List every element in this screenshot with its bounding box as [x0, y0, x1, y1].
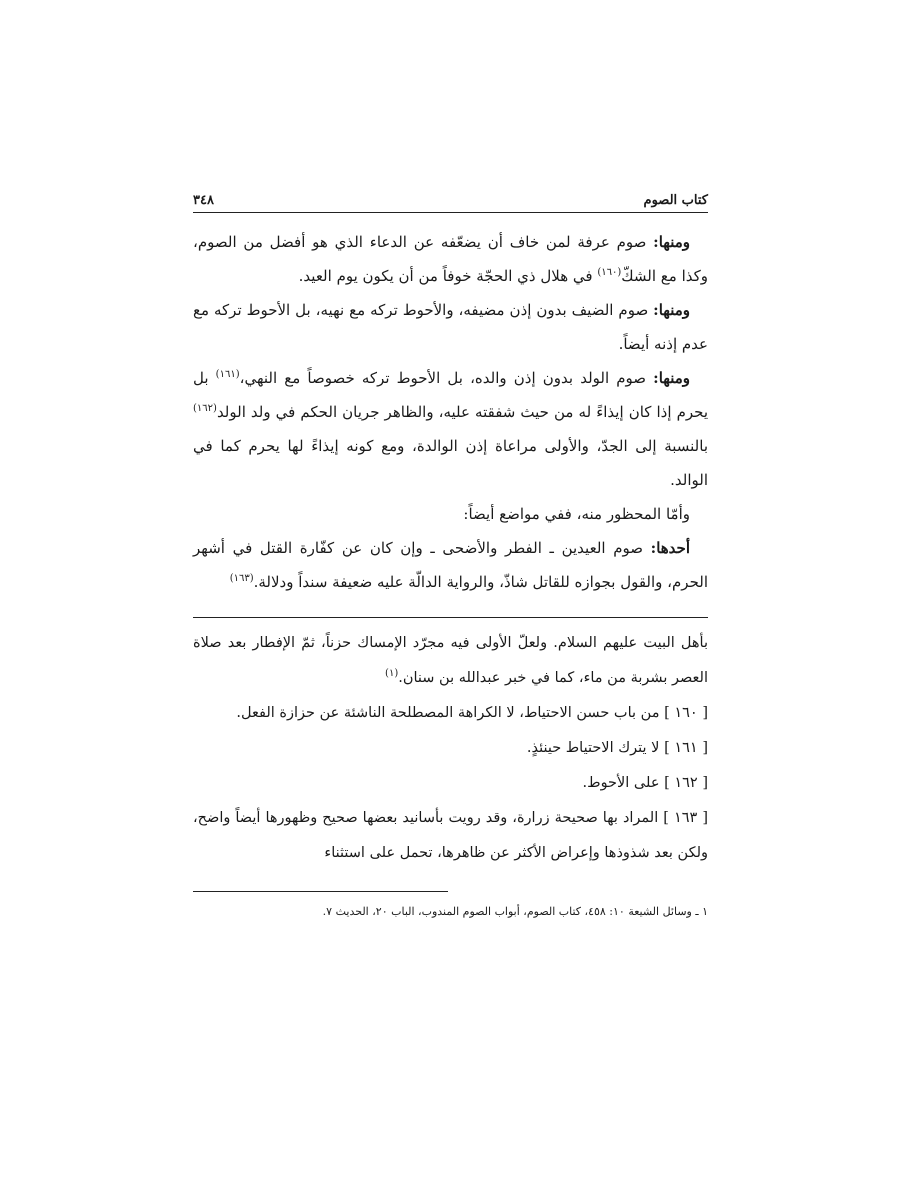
note-text: بأهل البيت عليهم السلام. ولعلّ الأولى فيه مجرّد الإمساك حزناً، ثمّ الإفطار بعد صلاة العصر بشربة من ماء، كما في خبر عبدالله بن سنان. — [193, 635, 708, 686]
note-marker: (١٦٢) — [193, 403, 217, 414]
footnote-marker: (١) — [385, 668, 399, 680]
page-number: ٣٤٨ — [193, 193, 214, 208]
paragraph-text: وأمّا المحظور منه، ففي مواضع أيضاً: — [463, 505, 690, 523]
paragraph-lead: ومنها: — [653, 369, 690, 387]
note-161: [ ١٦١ ] لا يترك الاحتياط حينئذٍ. — [526, 740, 708, 756]
paragraph-text: صوم الولد بدون إذن والده، بل الأحوط تركه خصوصاً مع النهي، — [239, 369, 654, 387]
note-162: [ ١٦٢ ] على الأحوط. — [582, 775, 708, 791]
paragraph-lead: ومنها: — [653, 233, 690, 251]
paragraph — [193, 497, 708, 531]
source-footnote: ١ ـ وسائل الشيعة ١٠: ٤٥٨، كتاب الصوم، أبواب الصوم المندوب، الباب ٢٠، الحديث ٧. — [322, 905, 708, 918]
paragraph-text: صوم عرفة لمن خاف أن يضعّفه عن الدعاء الذي هو أفضل من الصوم، وكذا مع الشكّ — [193, 233, 708, 285]
paragraph-lead: أحدها: — [650, 539, 690, 557]
notes-divider — [193, 617, 708, 618]
paragraph-text: صوم العيدين ـ الفطر والأضحى ـ وإن كان عن كفّارة القتل في أشهر الحرم، والقول بجوازه للقاتل شاذّ، والرواية الدالّة عليه ضعيفة سنداً ودلالة. — [193, 539, 708, 591]
paragraph — [193, 531, 708, 599]
note-marker: (١٦٣) — [229, 573, 254, 584]
paragraph-lead: ومنها: — [653, 301, 690, 319]
page-header — [193, 186, 708, 213]
paragraph-text: في هلال ذي الحجّة خوفاً من أن يكون يوم العيد. — [298, 267, 598, 285]
main-text — [193, 225, 708, 599]
book-page — [193, 186, 708, 922]
note-marker: (١٦١) — [215, 369, 240, 380]
paragraph — [193, 225, 708, 293]
paragraph-text: بالنسبة إلى الجدّ، والأولى مراعاة إذن الوالدة، ومع كونه إيذاءً لها يحرم كما في الوالد. — [193, 437, 708, 489]
paragraph — [193, 293, 708, 361]
note-160: [ ١٦٠ ] من باب حسن الاحتياط، لا الكراهة المصطلحة الناشئة عن حزازة الفعل. — [236, 705, 708, 721]
paragraph-text: بل يحرم إذا كان إيذاءً له من حيث شفقته عليه، والظاهر جريان الحكم في ولد الولد — [193, 369, 708, 421]
paragraph — [193, 361, 708, 497]
note-163: [ ١٦٣ ] المراد بها صحيحة زرارة، وقد رويت بأسانيد بعضها صحيح وظهورها أيضاً واضح، ولكن بعد شذوذها وإعراض الأكثر عن ظاهرها، تحمل على استثناء — [193, 810, 708, 861]
note-continuation — [193, 626, 708, 696]
running-title: كتاب الصوم — [643, 193, 708, 208]
footnote-divider — [193, 891, 448, 892]
paragraph-text: صوم الضيف بدون إذن مضيفه، والأحوط تركه مع نهيه، بل الأحوط تركه مع عدم إذنه أيضاً. — [193, 301, 708, 353]
note-marker: (١٦٠) — [597, 267, 622, 278]
commentary-notes — [193, 626, 708, 871]
